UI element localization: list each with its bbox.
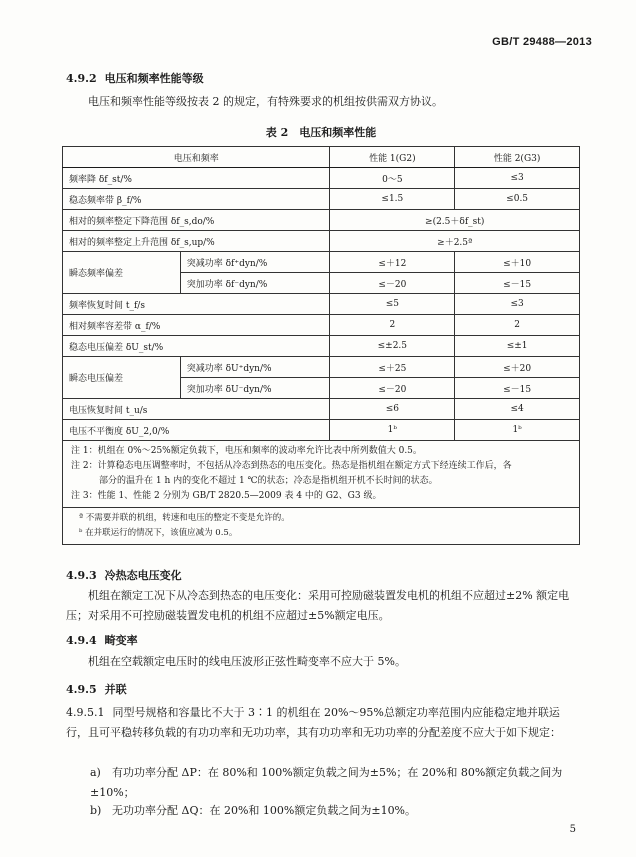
g3-value: ≤3 [455, 168, 580, 189]
row-label: 稳态频率带 β_f/% [63, 189, 330, 210]
standard-code: GB/T 29488—2013 [492, 36, 592, 48]
column-header: 性能 2(G3) [455, 147, 580, 168]
table-row [63, 315, 580, 336]
column-header: 性能 1(G2) [330, 147, 455, 168]
table-row [63, 336, 580, 357]
list-item-a [90, 763, 576, 803]
section-number: 4.9.3 [66, 569, 97, 582]
g3-value: ≤4 [455, 399, 580, 420]
table-notes-row [63, 441, 580, 508]
g2-value: 1ᵇ [330, 420, 455, 441]
merged-value: ≥(2.5＋δf_st) [330, 210, 580, 231]
section-heading-4-9-2 [66, 70, 204, 86]
paragraph-4-9-3: 机组在额定工况下从冷态到热态的电压变化：采用可控励磁装置发电机的机组不应超过±2% 额定电压；对采用不可控励磁装置发电机的机组不应超过±5%额定电压。 [66, 589, 570, 622]
page-number: 5 [569, 824, 576, 835]
section-number: 4.9.5 [66, 683, 97, 696]
table-header-row [63, 147, 580, 168]
table-row [63, 252, 580, 273]
row-label: 频率降 δf_st/% [63, 168, 330, 189]
table-row [63, 168, 580, 189]
table-row [63, 294, 580, 315]
section-number: 4.9.5.1 [66, 706, 105, 719]
section-number: 4.9.4 [66, 634, 97, 647]
table-row [63, 420, 580, 441]
g2-value: ≤－20 [330, 378, 455, 399]
section-title: 并联 [104, 683, 127, 696]
list-text: 无功功率分配 ΔQ：在 20%和 100%额定负载之间为±10%。 [112, 804, 417, 817]
table-row [63, 399, 580, 420]
table-caption: 表 2 电压和频率性能 [265, 126, 377, 139]
list-marker: a) [90, 766, 101, 779]
g2-value: ≤6 [330, 399, 455, 420]
column-header: 电压和频率 [63, 147, 330, 168]
row-label: 相对频率容差带 α_f/% [63, 315, 330, 336]
paragraph-4-9-2: 电压和频率性能等级按表 2 的规定，有特殊要求的机组按供需双方协议。 [88, 95, 443, 108]
list-item-b [90, 801, 576, 821]
table-note: 注 1：机组在 0%～25%额定负载下，电压和频率的波动率允许比表中所列数值大 0.5。 [71, 446, 422, 456]
section-heading-4-9-5 [66, 681, 127, 697]
g3-value: 1ᵇ [455, 420, 580, 441]
g2-value: ≤5 [330, 294, 455, 315]
g3-value: ≤－15 [455, 378, 580, 399]
g3-value: ≤3 [455, 294, 580, 315]
table-footnote: ª 不需要并联的机组，转速和电压的整定不变是允许的。 [79, 513, 290, 523]
row-label: 电压恢复时间 t_u/s [63, 399, 330, 420]
table-row [63, 210, 580, 231]
row-label: 频率恢复时间 t_f/s [63, 294, 330, 315]
g2-value: ≤1.5 [330, 189, 455, 210]
table-note: 部分的温升在 1 h 内的变化不超过 1 ℃的状态；冷态是指机组开机不长时间的状态。 [99, 476, 438, 486]
g2-value: ≤＋25 [330, 357, 455, 378]
g3-value: ≤±1 [455, 336, 580, 357]
g2-value: 2 [330, 315, 455, 336]
table-notes [63, 441, 580, 508]
list-text: 有功功率分配 ΔP：在 80%和 100%额定负载之间为±5%；在 20%和 80%额定负载之间为±10%； [90, 766, 563, 799]
row-group-label: 瞬态电压偏差 [63, 357, 181, 399]
table-row [63, 231, 580, 252]
g3-value: ≤＋20 [455, 357, 580, 378]
g2-value: ≤＋12 [330, 252, 455, 273]
g3-value: 2 [455, 315, 580, 336]
row-label: 稳态电压偏差 δU_st/% [63, 336, 330, 357]
section-number: 4.9.2 [66, 72, 97, 85]
row-sublabel: 突加功率 δf⁻dyn/% [180, 273, 330, 294]
row-label: 电压不平衡度 δU_2,0/% [63, 420, 330, 441]
g2-value: ≤－20 [330, 273, 455, 294]
paragraph-4-9-4: 机组在空载额定电压时的线电压波形正弦性畸变率不应大于 5%。 [88, 655, 406, 668]
table-footnotes [63, 508, 580, 545]
section-heading-4-9-3 [66, 567, 182, 583]
section-heading-4-9-4 [66, 632, 138, 648]
section-title: 电压和频率性能等级 [104, 72, 204, 85]
row-group-label: 瞬态频率偏差 [63, 252, 181, 294]
g3-value: ≤0.5 [455, 189, 580, 210]
row-sublabel: 突加功率 δU⁻dyn/% [180, 378, 330, 399]
paragraph-4-9-5-1 [66, 703, 576, 743]
row-label: 相对的频率整定上升范围 δf_s,up/% [63, 231, 330, 252]
section-title: 畸变率 [104, 634, 138, 647]
paragraph-text: 同型号规格和容量比不大于 3∶1 的机组在 20%～95%总额定功率范围内应能稳定地并联运行，且可平稳转移负载的有功功率和无功功率，其有功功率和无功功率的分配差度不应大于如下规定： [66, 706, 561, 739]
section-title: 冷热态电压变化 [104, 569, 182, 582]
g3-value: ≤－15 [455, 273, 580, 294]
row-label: 相对的频率整定下降范围 δf_s,do/% [63, 210, 330, 231]
g3-value: ≤＋10 [455, 252, 580, 273]
g2-value: ≤±2.5 [330, 336, 455, 357]
row-sublabel: 突减功率 δU⁺dyn/% [180, 357, 330, 378]
g2-value: 0～5 [330, 168, 455, 189]
table-row [63, 189, 580, 210]
list-marker: b) [90, 804, 102, 817]
row-sublabel: 突减功率 δf⁺dyn/% [180, 252, 330, 273]
table-row [63, 357, 580, 378]
table-note: 注 3：性能 1、性能 2 分别为 GB/T 2820.5—2009 表 4 中的 G2、G3 级。 [71, 491, 382, 501]
table-note: 注 2：计算稳态电压调整率时，不包括从冷态到热态的电压变化。热态是指机组在额定方式下经连续工作后，各 [71, 461, 512, 471]
performance-table [62, 146, 580, 545]
merged-value: ≥＋2.5ª [330, 231, 580, 252]
table-footnote: ᵇ 在并联运行的情况下，该值应减为 0.5。 [79, 528, 238, 538]
table-footnotes-row [63, 508, 580, 545]
